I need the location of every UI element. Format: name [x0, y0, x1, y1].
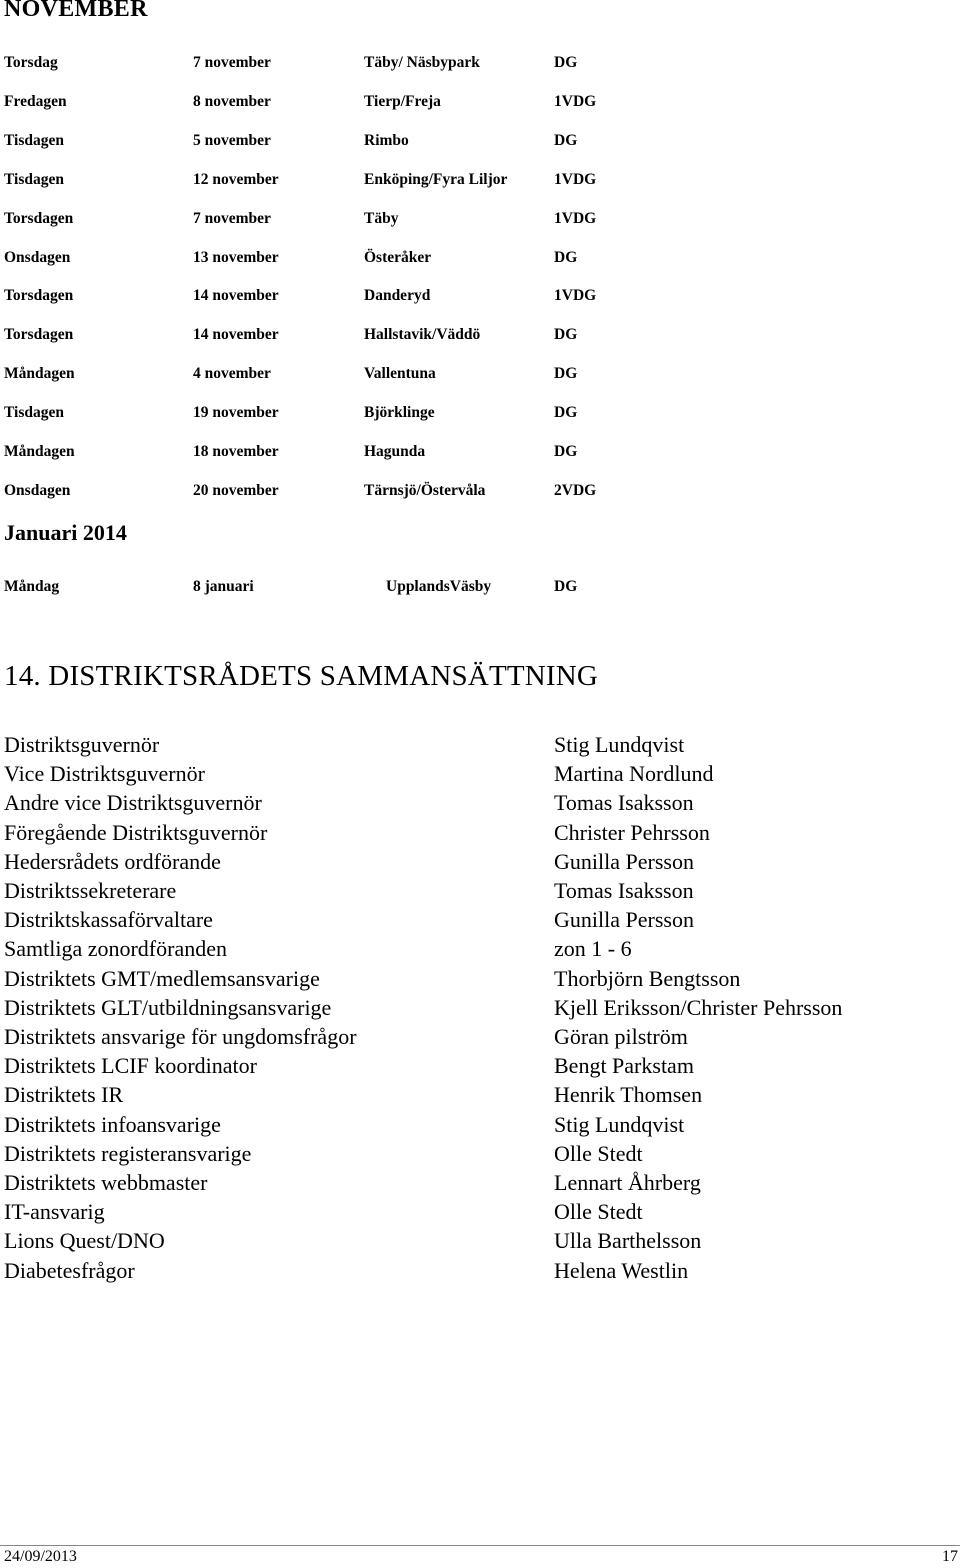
member-name: zon 1 - 6 — [554, 936, 632, 962]
member-name: Lennart Åhrberg — [554, 1170, 701, 1195]
date-cell: 14 november — [193, 287, 279, 305]
schedule-row — [4, 54, 704, 76]
page-number: 17 — [942, 1548, 958, 1565]
role-label: Diabetesfrågor — [4, 1257, 135, 1283]
council-member-row — [4, 907, 944, 935]
type-cell: DG — [554, 248, 578, 266]
schedule-row — [4, 404, 704, 426]
member-name: Göran pilström — [554, 1024, 688, 1049]
type-cell: 1VDG — [554, 170, 597, 188]
role-label: Andre vice Distriktsguvernör — [4, 790, 262, 816]
role-label: IT-ansvarig — [4, 1199, 105, 1225]
type-cell: DG — [554, 443, 578, 460]
section-title: 14. DISTRIKTSRÅDETS SAMMANSÄTTNING — [4, 660, 599, 692]
type-cell: DG — [554, 54, 578, 71]
council-member-row — [4, 1082, 944, 1110]
type-cell: 1VDG — [554, 92, 597, 110]
council-member-row — [4, 1053, 944, 1081]
day-cell: Torsdag — [4, 54, 58, 71]
council-member-row — [4, 790, 944, 818]
day-cell: Torsdagen — [4, 209, 74, 227]
role-label: Distriktsguvernör — [4, 732, 160, 757]
date-cell: 13 november — [193, 248, 279, 266]
member-name: Stig Lundqvist — [554, 1111, 685, 1137]
council-member-row — [4, 732, 944, 760]
day-cell: Onsdagen — [4, 481, 71, 499]
council-member-row — [4, 1024, 944, 1052]
member-name: Tomas Isaksson — [554, 790, 694, 816]
member-name: Helena Westlin — [554, 1257, 689, 1283]
place-cell: Österåker — [364, 248, 432, 266]
role-label: Distriktets ansvarige för ungdomsfrågor — [4, 1024, 357, 1049]
type-cell: DG — [554, 365, 578, 383]
date-cell: 7 november — [193, 54, 271, 71]
type-cell: 1VDG — [554, 287, 597, 305]
schedule-row — [4, 482, 704, 504]
date-cell: 5 november — [193, 131, 271, 149]
member-name: Gunilla Persson — [554, 848, 694, 874]
schedule-row — [4, 443, 704, 465]
role-label: Lions Quest/DNO — [4, 1228, 165, 1254]
member-name: Tomas Isaksson — [554, 878, 694, 903]
date-cell: 12 november — [193, 170, 279, 188]
type-cell: DG — [554, 326, 578, 344]
schedule-row — [4, 287, 704, 309]
place-cell: Tierp/Freja — [364, 92, 441, 110]
date-cell: 8 januari — [193, 578, 254, 595]
role-label: Distriktets LCIF koordinator — [4, 1053, 257, 1079]
member-name: Martina Nordlund — [554, 761, 714, 787]
place-cell: Vallentuna — [364, 365, 436, 383]
council-member-row — [4, 849, 944, 877]
place-cell: Rimbo — [364, 131, 409, 149]
role-label: Distriktssekreterare — [4, 878, 177, 903]
schedule-row — [4, 210, 704, 232]
schedule-row — [4, 365, 704, 387]
schedule-row — [4, 171, 704, 193]
type-cell: DG — [554, 131, 578, 149]
member-name: Bengt Parkstam — [554, 1053, 694, 1079]
date-cell: 18 november — [193, 443, 279, 460]
type-cell: DG — [554, 404, 578, 422]
january-heading: Januari 2014 — [4, 520, 127, 545]
place-cell: Hagunda — [364, 443, 426, 460]
place-cell: Hallstavik/Väddö — [364, 326, 481, 344]
role-label: Distriktets GMT/medlemsansvarige — [4, 965, 320, 991]
day-cell: Måndag — [4, 578, 60, 595]
member-name: Olle Stedt — [554, 1199, 643, 1225]
day-cell: Tisdagen — [4, 170, 65, 188]
member-name: Henrik Thomsen — [554, 1082, 703, 1108]
council-member-row — [4, 995, 944, 1023]
schedule-row — [4, 132, 704, 154]
council-member-row — [4, 1258, 944, 1286]
council-member-row — [4, 878, 944, 906]
date-cell: 14 november — [193, 326, 279, 344]
council-member-row — [4, 1170, 944, 1198]
date-cell: 8 november — [193, 92, 271, 110]
date-cell: 19 november — [193, 404, 279, 422]
footer-divider — [0, 1545, 960, 1546]
council-member-row — [4, 1228, 944, 1256]
place-cell: Täby — [364, 209, 399, 227]
place-cell: Täby/ Näsbypark — [364, 54, 480, 71]
member-name: Gunilla Persson — [554, 907, 694, 933]
council-member-row — [4, 1112, 944, 1140]
day-cell: Måndagen — [4, 443, 75, 460]
role-label: Distriktskassaförvaltare — [4, 907, 213, 933]
schedule-row — [4, 326, 704, 348]
footer-date: 24/09/2013 — [4, 1548, 77, 1565]
day-cell: Måndagen — [4, 365, 75, 383]
council-member-row — [4, 820, 944, 848]
role-label: Distriktets IR — [4, 1082, 124, 1108]
day-cell: Onsdagen — [4, 248, 71, 266]
day-cell: Torsdagen — [4, 326, 74, 344]
role-label: Vice Distriktsguvernör — [4, 761, 205, 787]
schedule-row — [4, 93, 704, 115]
date-cell: 4 november — [193, 365, 271, 383]
page-heading: NOVEMBER — [4, 0, 148, 22]
date-cell: 7 november — [193, 209, 271, 227]
member-name: Ulla Barthelsson — [554, 1228, 702, 1254]
january-row — [4, 578, 704, 600]
day-cell: Tisdagen — [4, 131, 65, 149]
council-member-row — [4, 936, 944, 964]
council-member-row — [4, 761, 944, 789]
place-cell: UpplandsVäsby — [386, 578, 492, 595]
council-member-row — [4, 1199, 944, 1227]
type-cell: DG — [554, 578, 578, 595]
role-label: Hedersrådets ordförande — [4, 848, 221, 874]
date-cell: 20 november — [193, 481, 279, 499]
type-cell: 2VDG — [554, 481, 597, 499]
council-member-row — [4, 966, 944, 994]
place-cell: Danderyd — [364, 287, 431, 305]
member-name: Olle Stedt — [554, 1140, 643, 1166]
schedule-row — [4, 249, 704, 271]
day-cell: Torsdagen — [4, 287, 74, 305]
role-label: Föregående Distriktsguvernör — [4, 819, 268, 845]
type-cell: 1VDG — [554, 209, 597, 227]
role-label: Samtliga zonordföranden — [4, 936, 227, 962]
role-label: Distriktets registeransvarige — [4, 1140, 252, 1166]
place-cell: Tärnsjö/Östervåla — [364, 481, 486, 499]
member-name: Christer Pehrsson — [554, 819, 710, 845]
role-label: Distriktets GLT/utbildningsansvarige — [4, 994, 332, 1020]
place-cell: Enköping/Fyra Liljor — [364, 170, 508, 188]
member-name: Kjell Eriksson/Christer Pehrsson — [554, 994, 843, 1020]
role-label: Distriktets webbmaster — [4, 1170, 208, 1195]
member-name: Stig Lundqvist — [554, 732, 685, 757]
place-cell: Björklinge — [364, 404, 435, 422]
role-label: Distriktets infoansvarige — [4, 1111, 221, 1137]
day-cell: Fredagen — [4, 92, 67, 110]
council-member-row — [4, 1141, 944, 1169]
day-cell: Tisdagen — [4, 404, 65, 422]
member-name: Thorbjörn Bengtsson — [554, 965, 741, 991]
